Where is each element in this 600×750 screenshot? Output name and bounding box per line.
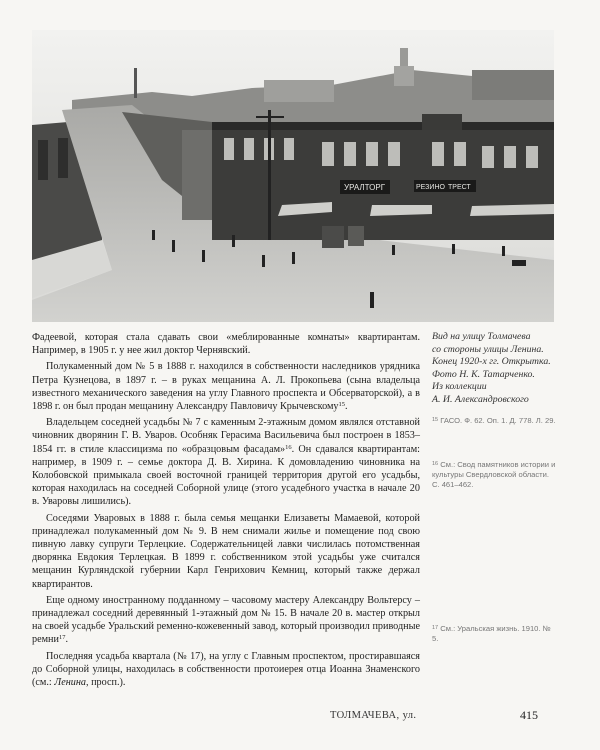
photo-caption: Вид на улицу Толмачева со стороны улицы Ленина. Конец 1920-х гг. Открытка. Фото Н. К. Татарченко. Из коллекции А. И. Александровского [432, 331, 551, 405]
running-title: ТОЛМАЧЕВА, ул. [330, 710, 417, 721]
sign-rezino: РЕЗИНО [416, 184, 445, 191]
footnote: $^{16}$ См.: Свод памятников истории и культуры Свердловской области. С. 461–462. [432, 460, 556, 490]
footnote-ref: 17 [58, 634, 66, 642]
street-photograph [32, 30, 554, 322]
footnote-ref: 15 [338, 401, 346, 409]
footnote: $^{15}$ ГАСО. Ф. 62. Оп. 1. Д. 778. Л. 29. [432, 416, 556, 425]
paragraph: Фадеевой, которая стала сдавать свои «меблированные комнаты» квартирантам. Например, в 1905 г. у нее жил доктор Чернявский. [32, 332, 420, 357]
sign-trest: ТРЕСТ [448, 184, 471, 191]
paragraph: Полукаменный дом № 5 в 1888 г. находился в собственности наследников урядника Петра Кузнецова, в 1897 г. – в руках мещанина А. Л. Прокопьева (сына владельца известного механического заведения на углу Главного проспекта и Обсерваторской), а в 1898 г. он был продан мещанину Александру Павловичу Крычевскому$^{15}$. [32, 361, 420, 413]
footnote: $^{17}$ См.: Уральская жизнь. 1910. № 5. [432, 624, 551, 644]
main-text [32, 331, 420, 689]
footnote-ref: 16 [285, 443, 292, 451]
page-number: 415 [520, 708, 538, 722]
paragraph: Еще одному иностранному подданному – часовому мастеру Александру Вольтерсу – принадлежал соседний деревянный 1-этажный дом № 15. В начале 20 в. мастер открыл на своей усадьбе Уральский ременно-кожевенный завод, который производил приводные ремни$^{17}$. [32, 594, 420, 646]
paragraph: Владельцем соседней усадьбы № 7 с каменным 2-этажным домом являлся отставной чиновник дворянин Г. В. Уваров. Особняк Герасима Васильевича был построен в 1853–1854 гг. в стиле классицизма по «образцовым фасадам»$^{16}$. Он сдавался квартирантам: например, в 1909 г. – семье доктора Д. В. Хирина. К домовладению чиновника на Колобовской примыкала своей восточной границей территория другой его усадьбы, которая находилась на соседней Соборной улице (этого усадебного участка в начале 20 в. Уваровы лишились). [32, 417, 420, 508]
paragraph: Соседями Уваровых в 1888 г. была семья мещанки Елизаветы Мамаевой, которой принадлежал полукаменный дом № 9. В нем снимали жилье и помещение под свою пивную лавку супруги Терлецкие. Содержательницей лавки числилась потомственная дворянка Евдокия Терлецкая. В 1899 г. собственником этой усадьбы уже считался мещанин Курляндской губернии Карл Генрихович Кемниц, который также держал квартирантов. [32, 512, 420, 590]
sign-uraltorg: УРАЛТОРГ [344, 183, 386, 192]
paragraph: Последняя усадьба квартала (№ 17), на углу с Главным проспектом, простиравшаяся до Соборной улицы, находилась в собственности протоиерея отца Иоанна Знаменского (см.: Ленина, просп.). [32, 650, 420, 689]
